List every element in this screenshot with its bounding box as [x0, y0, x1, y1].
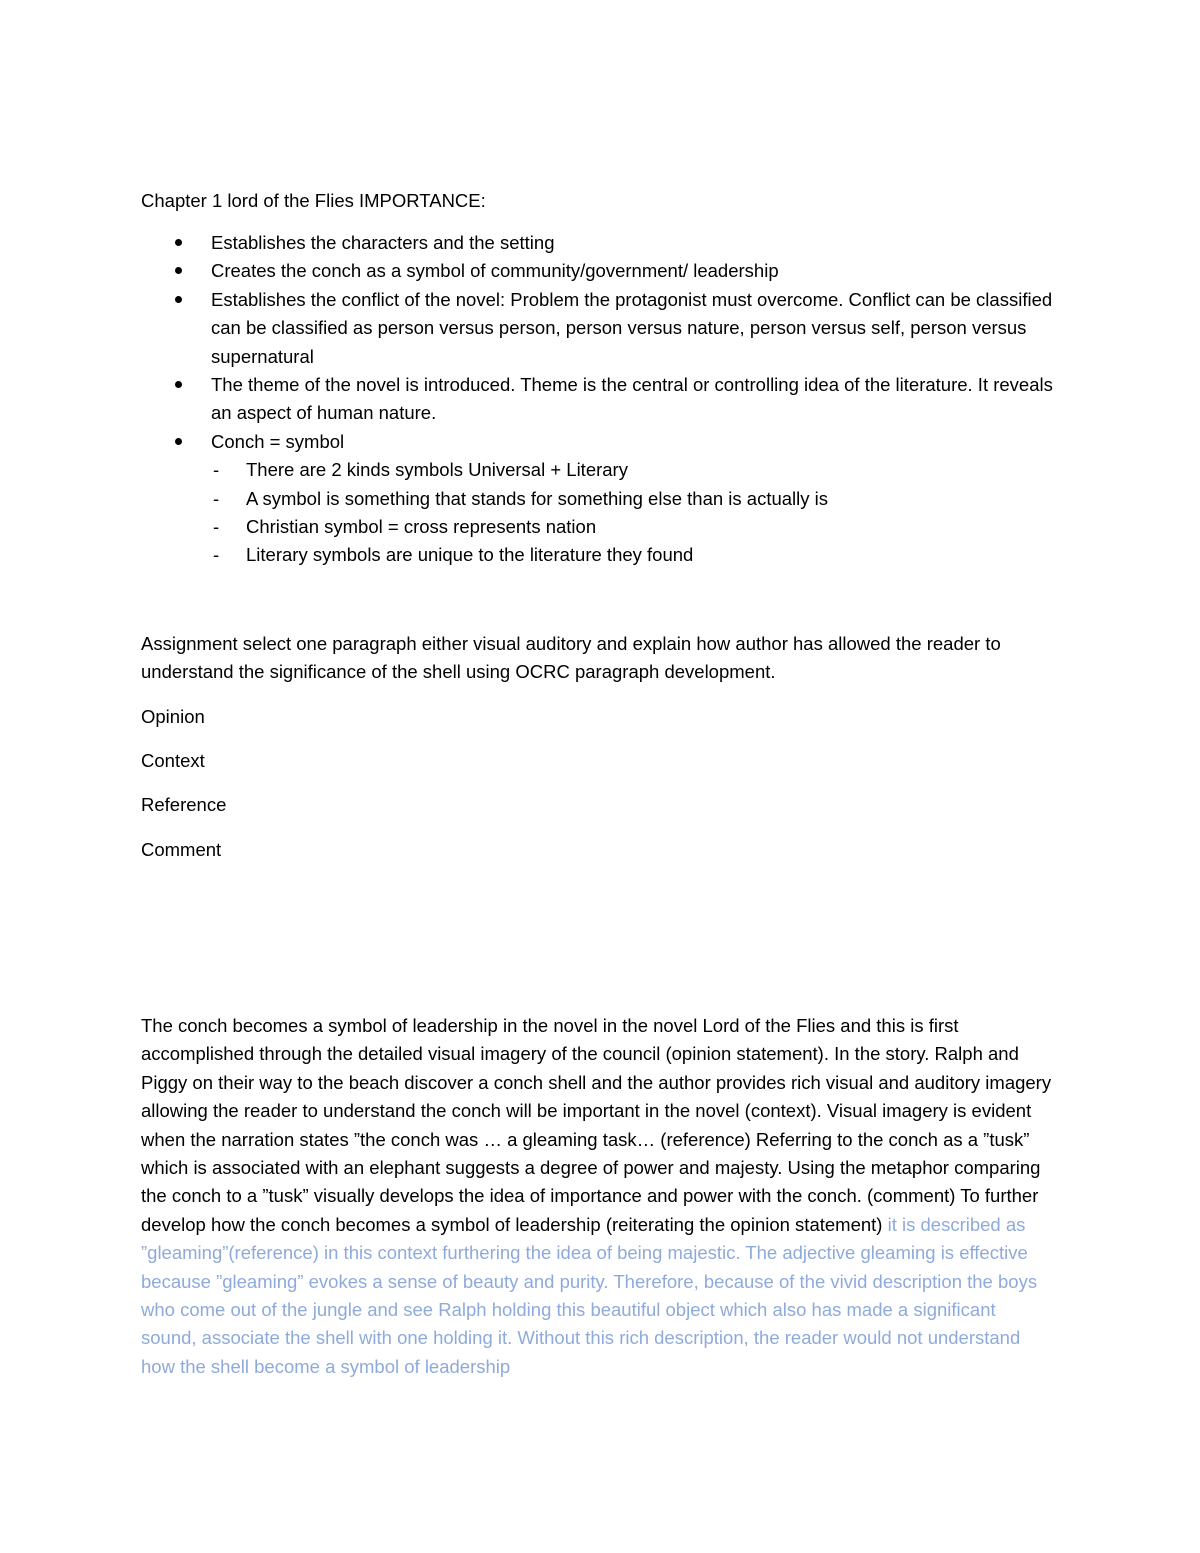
ocrc-opinion: Opinion	[141, 706, 205, 727]
ocrc-context: Context	[141, 750, 205, 771]
importance-list	[141, 229, 1056, 570]
ocrc-comment: Comment	[141, 839, 222, 860]
bullet-text: Establishes the conflict of the novel: Problem the protagonist must overcome. Conflict can be classified can be classified as person versus person, person versus nature, person versus self, person versus supernatural	[211, 288, 1053, 367]
bullet-item	[141, 257, 1056, 285]
bullet-item	[141, 371, 1056, 428]
analysis-paragraph	[141, 1012, 1056, 1381]
sub-list-item: - There are 2 kinds symbols Universal + Literary	[141, 456, 1056, 484]
bullet-item	[141, 286, 1056, 371]
bullet-text: Establishes the characters and the setting	[211, 232, 555, 253]
bullet-text: Creates the conch as a symbol of community/government/ leadership	[211, 260, 779, 282]
bullet-item	[141, 229, 1056, 257]
symbol-sub-list	[211, 456, 1056, 570]
paragraph-blue-text: it is described as ”gleaming”(reference) in this context furthering the idea of being majestic. The adjective gleaming is effective because ”gleaming” evokes a sense of beauty and purity. Therefore, because of the vivid description the boys who come out of the jungle and see Ralph holding this beautiful object which also has made a significant sound, associate the shell with one holding it. Without this rich description, the reader would not understand how the shell become a symbol of leadership	[141, 1213, 1038, 1377]
bullet-text: The theme of the novel is introduced. Theme is the central or controlling idea of the literature. It reveals an aspect of human nature.	[211, 374, 1053, 424]
sub-list-item: - Literary symbols are unique to the literature they found	[141, 541, 1056, 569]
bullet-item	[141, 428, 1056, 570]
chapter-heading: Chapter 1 lord of the Flies IMPORTANCE:	[141, 190, 486, 211]
ocrc-reference: Reference	[141, 794, 227, 815]
sub-list-item: - A symbol is something that stands for something else than is actually is	[141, 485, 1056, 513]
bullet-text: Conch = symbol	[211, 430, 345, 452]
assignment-text: Assignment select one paragraph either visual auditory and explain how author has allowed the reader to understand the significance of the shell using OCRC paragraph development.	[141, 633, 1001, 683]
sub-list-item: - Christian symbol = cross represents nation	[141, 513, 1056, 541]
paragraph-black-text: The conch becomes a symbol of leadership in the novel in the novel Lord of the Flies and this is first accomplished through the detailed visual imagery of the council (opinion statement). In the story. Ralph and Piggy on their way to the beach discover a conch shell and the author provides rich visual and auditory imagery allowing the reader to understand the conch will be important in the novel (context). Visual imagery is evident when the narration states ”the conch was … a gleaming task… (reference) Referring to the conch as a ”tusk” which is associated with an elephant suggests a degree of power and majesty. Using the metaphor comparing the conch to a ”tusk” visually develops the idea of importance and power with the conch. (comment) To further develop how the conch becomes a symbol of leadership (reiterating the opinion statement)	[141, 1015, 1052, 1235]
